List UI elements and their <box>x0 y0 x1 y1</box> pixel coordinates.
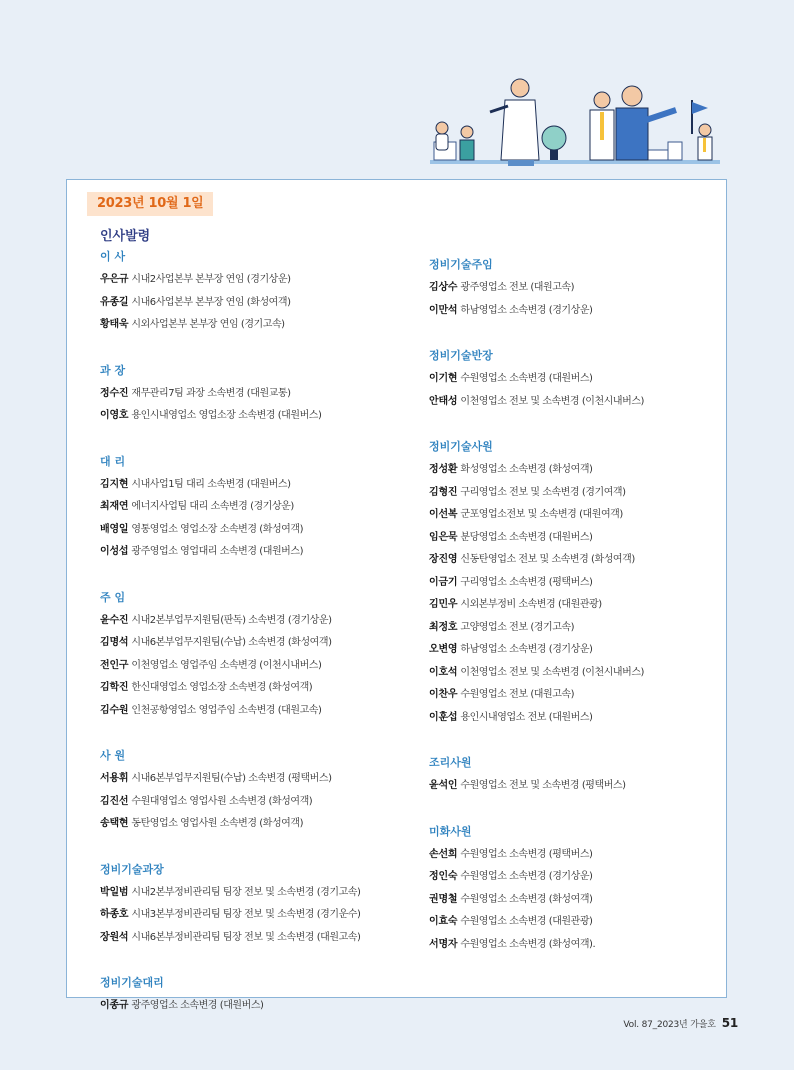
appointment-section <box>100 747 360 836</box>
appointment-detail: 에너지사업팀 대리 소속변경 (경기상운) <box>131 501 294 512</box>
person-name: 이만석 <box>429 304 458 316</box>
appointment-detail: 수원영업소 소속변경 (대원관광) <box>460 916 593 927</box>
person-name: 김진선 <box>100 795 129 807</box>
left-column <box>100 248 360 1043</box>
appointment-detail: 용인시내영업소 영업소장 소속변경 (대원버스) <box>131 410 322 421</box>
appointment-entry <box>429 684 644 707</box>
person-name: 손선희 <box>429 848 458 860</box>
appointment-entry <box>100 405 360 428</box>
section-title: 정비기술대리 <box>100 976 164 989</box>
person-name: 전인구 <box>100 659 129 671</box>
appointment-entry <box>429 504 644 527</box>
section-title: 대 리 <box>100 454 126 468</box>
section-title: 조리사원 <box>429 756 472 769</box>
appointment-entry <box>429 549 644 572</box>
appointment-detail: 재무관리7팀 과장 소속변경 (대원교통) <box>131 387 291 399</box>
appointment-section <box>100 362 360 428</box>
person-name: 황태욱 <box>100 319 129 330</box>
appointment-entry <box>429 866 644 889</box>
appointment-entry <box>100 541 360 564</box>
appointment-detail: 구리영업소 전보 및 소속변경 (경기여객) <box>460 486 626 498</box>
section-title: 과 장 <box>100 363 126 377</box>
appointment-entry <box>429 934 644 957</box>
personnel-announcement-box <box>66 179 727 1011</box>
appointment-entry <box>429 844 644 867</box>
section-title: 정비기술반장 <box>429 349 493 362</box>
right-column <box>429 256 644 981</box>
appointment-section <box>429 256 644 322</box>
person-name: 김상수 <box>429 282 458 293</box>
appointment-entry <box>100 269 360 292</box>
appointment-section <box>429 438 644 729</box>
person-name: 이호석 <box>429 666 458 678</box>
person-name: 이찬우 <box>429 689 458 700</box>
appointment-detail: 이천영업소 전보 및 소속변경 (이천시내버스) <box>460 666 644 678</box>
appointment-detail: 광주영업소 소속변경 (대원버스) <box>131 1000 264 1011</box>
appointment-detail: 하남영업소 소속변경 (경기상운) <box>460 644 593 655</box>
appointment-detail: 수원영업소 전보 및 소속변경 (평택버스) <box>460 780 626 791</box>
appointment-detail: 광주영업소 전보 (대원고속) <box>460 282 575 293</box>
section-title: 사 원 <box>100 749 126 762</box>
appointment-detail: 광주영업소 영업대리 소속변경 (대원버스) <box>131 546 304 557</box>
appointment-section <box>100 453 360 564</box>
person-name: 송택현 <box>100 818 129 829</box>
person-name: 장진영 <box>429 554 458 565</box>
person-name: 권명철 <box>429 893 458 905</box>
appointment-entry <box>100 655 360 678</box>
appointment-entry <box>100 496 360 519</box>
appointment-entry <box>100 791 360 814</box>
page-footer <box>623 1016 738 1030</box>
appointment-detail: 수원영업소 소속변경 (화성여객). <box>460 938 596 950</box>
person-name: 우은규 <box>100 274 129 285</box>
appointment-detail: 시내2본부정비관리팀 팀장 전보 및 소속변경 (경기고속) <box>131 886 361 898</box>
person-name: 오변영 <box>429 644 458 655</box>
person-name: 이금기 <box>429 576 458 588</box>
issue-label: Vol. 87_2023년 가을호 <box>623 1020 716 1030</box>
appointment-section <box>100 589 360 723</box>
appointment-detail: 수원영업소 소속변경 (경기상운) <box>460 871 593 882</box>
appointment-entry <box>429 527 644 550</box>
appointment-entry <box>100 383 360 406</box>
person-name: 이훈섭 <box>429 711 458 723</box>
appointment-detail: 인천공항영업소 영업주임 소속변경 (대원고속) <box>131 704 322 716</box>
appointment-detail: 하남영업소 소속변경 (경기상운) <box>460 304 593 316</box>
appointment-entry <box>429 277 644 300</box>
appointment-entry <box>429 707 644 730</box>
person-name: 유종길 <box>100 296 129 308</box>
appointment-detail: 영통영업소 영업소장 소속변경 (화성여객) <box>131 523 304 535</box>
appointment-detail: 고양영업소 전보 (경기고속) <box>460 621 575 633</box>
appointment-entry <box>100 610 360 633</box>
appointment-detail: 이천영업소 전보 및 소속변경 (이천시내버스) <box>460 395 644 407</box>
appointment-entry <box>100 292 360 315</box>
appointment-detail: 시내6본부업무지원팀(수납) 소속변경 (평택버스) <box>131 773 332 784</box>
person-name: 이기현 <box>429 373 458 384</box>
appointment-detail: 한신대영업소 영업소장 소속변경 (화성여객) <box>131 682 313 693</box>
appointment-detail: 시외사업본부 본부장 연임 (경기고속) <box>131 319 285 330</box>
person-name: 윤석인 <box>429 780 458 791</box>
person-name: 임은묵 <box>429 531 458 543</box>
person-name: 김형진 <box>429 486 458 498</box>
person-name: 하종호 <box>100 909 129 920</box>
appointment-detail: 시내6사업본부 본부장 연임 (화성여객) <box>131 296 291 308</box>
appointment-detail: 시내3본부정비관리팀 팀장 전보 및 소속변경 (경기운수) <box>131 909 361 920</box>
appointment-entry <box>100 882 360 905</box>
person-name: 장원석 <box>100 931 129 943</box>
person-name: 박일범 <box>100 886 129 898</box>
appointment-detail: 군포영업소전보 및 소속변경 (대원여객) <box>460 509 623 520</box>
person-name: 서용휘 <box>100 773 129 784</box>
person-name: 이성섭 <box>100 546 129 557</box>
appointment-detail: 수원영업소 소속변경 (평택버스) <box>460 848 593 860</box>
section-title: 이 사 <box>100 250 126 263</box>
person-name: 최정호 <box>429 621 458 633</box>
person-name: 김민우 <box>429 599 458 610</box>
appointment-detail: 수원영업소 전보 (대원고속) <box>460 689 575 700</box>
appointment-detail: 수원대영업소 영업사원 소속변경 (화성여객) <box>131 795 313 807</box>
appointment-detail: 시내6본부업무지원팀(수납) 소속변경 (화성여객) <box>131 637 332 648</box>
appointment-entry <box>429 889 644 912</box>
section-main-title: 인사발령 <box>100 229 151 244</box>
appointment-entry <box>429 572 644 595</box>
appointment-entry <box>100 768 360 791</box>
person-name: 윤수진 <box>100 614 129 626</box>
appointment-detail: 구리영업소 소속변경 (평택버스) <box>460 576 593 588</box>
appointment-detail: 수원영업소 소속변경 (화성여객) <box>460 893 593 905</box>
section-title: 정비기술주임 <box>429 258 493 271</box>
date-tag: 2023년 10월 1일 <box>87 192 213 216</box>
person-name: 이효숙 <box>429 916 458 927</box>
person-name: 이선복 <box>429 509 458 520</box>
person-name: 김수원 <box>100 704 129 716</box>
appointment-section <box>429 754 644 798</box>
appointment-entry <box>429 368 644 391</box>
appointment-detail: 동탄영업소 영업사원 소속변경 (화성여객) <box>131 818 304 829</box>
appointment-entry <box>429 775 644 798</box>
appointment-entry <box>429 911 644 934</box>
appointment-entry <box>100 813 360 836</box>
appointment-detail: 시내사업1팀 대리 소속변경 (대원버스) <box>131 478 291 490</box>
section-title: 미화사원 <box>429 824 472 838</box>
section-title: 정비기술사원 <box>429 440 493 453</box>
appointment-detail: 수원영업소 소속변경 (대원버스) <box>460 373 593 384</box>
appointment-detail: 이천영업소 영업주임 소속변경 (이천시내버스) <box>131 659 322 671</box>
person-name: 이종규 <box>100 1000 129 1011</box>
office-people-illustration <box>420 70 730 180</box>
appointment-detail: 용인시내영업소 전보 (대원버스) <box>460 711 593 723</box>
page-number: 51 <box>721 1016 738 1030</box>
appointment-entry <box>100 314 360 337</box>
person-name: 김학진 <box>100 682 129 693</box>
appointment-entry <box>429 662 644 685</box>
person-name: 최재연 <box>100 501 129 512</box>
appointment-entry <box>100 995 360 1018</box>
appointment-entry <box>100 904 360 927</box>
appointment-entry <box>429 482 644 505</box>
appointment-detail: 시내2본부업무지원팀(판독) 소속변경 (경기상운) <box>131 614 332 626</box>
appointment-section <box>429 823 644 957</box>
person-name: 이영호 <box>100 410 129 421</box>
appointment-entry <box>429 459 644 482</box>
appointment-detail: 분당영업소 소속변경 (대원버스) <box>460 531 593 543</box>
person-name: 정성환 <box>429 464 458 475</box>
section-title: 주 임 <box>100 590 126 604</box>
person-name: 정수진 <box>100 387 129 399</box>
appointment-entry <box>429 391 644 414</box>
person-name: 김명석 <box>100 637 129 648</box>
appointment-detail: 시내6본부정비관리팀 팀장 전보 및 소속변경 (대원고속) <box>131 931 361 943</box>
appointment-entry <box>100 519 360 542</box>
appointment-entry <box>100 632 360 655</box>
appointment-entry <box>429 594 644 617</box>
appointment-detail: 신동탄영업소 전보 및 소속변경 (화성여객) <box>460 554 635 565</box>
section-title: 정비기술과장 <box>100 862 164 876</box>
appointment-entry <box>100 677 360 700</box>
appointment-detail: 시외본부정비 소속변경 (대원관광) <box>460 599 602 610</box>
appointment-detail: 시내2사업본부 본부장 연임 (경기상운) <box>131 274 291 285</box>
appointment-entry <box>100 927 360 950</box>
person-name: 김지현 <box>100 478 129 490</box>
appointment-section <box>100 248 360 337</box>
appointment-section <box>100 974 360 1018</box>
appointment-entry <box>100 700 360 723</box>
appointment-entry <box>429 300 644 323</box>
person-name: 서명자 <box>429 938 458 950</box>
person-name: 안태성 <box>429 395 458 407</box>
person-name: 배영일 <box>100 523 129 535</box>
appointment-entry <box>429 639 644 662</box>
appointment-detail: 화성영업소 소속변경 (화성여객) <box>460 464 593 475</box>
appointment-section <box>429 347 644 413</box>
appointment-entry <box>100 474 360 497</box>
person-name: 정인숙 <box>429 871 458 882</box>
appointment-section <box>100 861 360 950</box>
appointment-entry <box>429 617 644 640</box>
